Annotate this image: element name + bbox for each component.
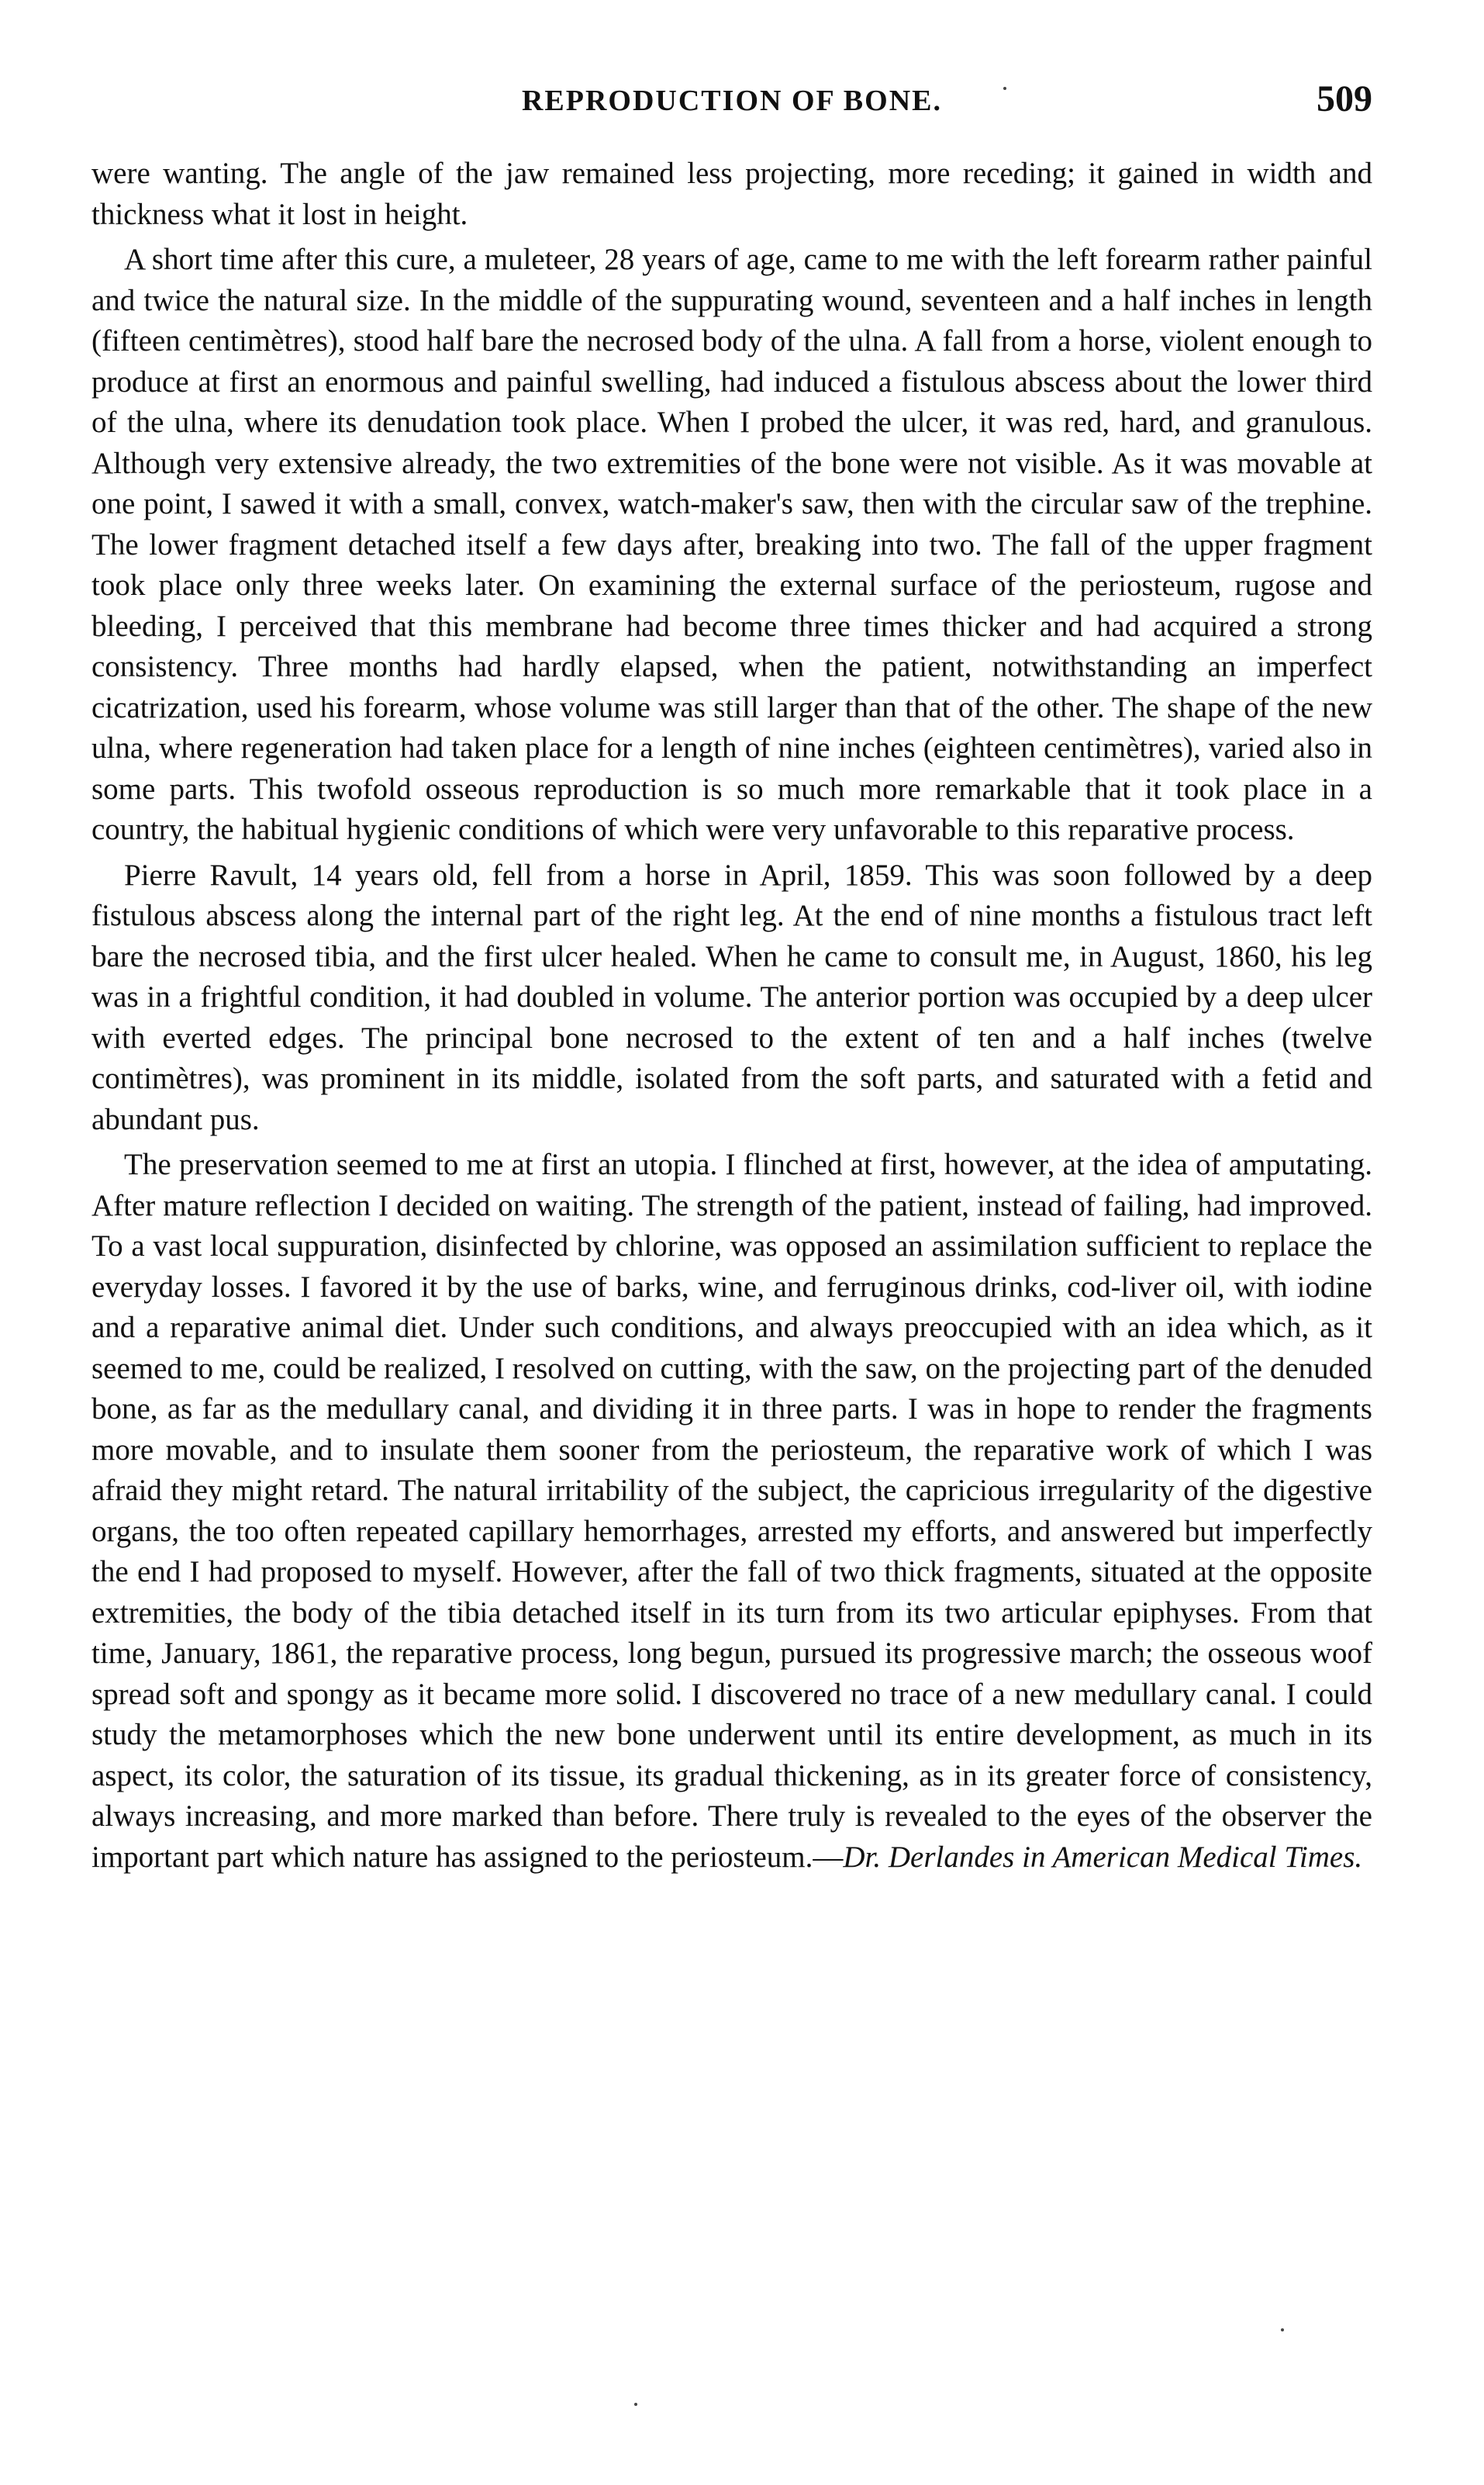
paragraph-preservation-text: The preservation seemed to me at first an utopia. I flinched at first, however, at the idea of amputating. After mature reflection I decided on waiting. The strength of the patient, instead of failing, had improved. To a vast local suppuration, disinfected by chlorine, was opposed an assimilation sufficient to replace the everyday losses. I favored it by the use of barks, wine, and ferruginous drinks, cod-liver oil, with iodine and a reparative animal diet. Under such conditions, and always preoccupied with an idea which, as it seemed to me, could be realized, I resolved on cutting, with the saw, on the projecting part of the denuded bone, as far as the medullary canal, and dividing it in three parts. I was in hope to render the fragments more movable, and to insulate them sooner from the periosteum, the reparative work of which I was afraid they might retard. The natural irritability of the subject, the capricious irregularity of the digestive organs, the too often repeated capillary hemorrhages, arrested my efforts, and answered but imperfectly the end I had proposed to myself. However, after the fall of two thick fragments, situated at the opposite extremities, the body of the tibia detached itself in its turn from its two articular epiphyses. From that time, January, 1861, the reparative process, long begun, pursued its progressive march; the osseous woof spread soft and spongy as it became more solid. I discovered no trace of a new medullary canal. I could study the metamorphoses which the new bone underwent until its entire development, as much in its aspect, its color, the saturation of its tissue, its gradual thickening, as in its greater force of consistency, always increasing, and more marked than before. There truly is revealed to the eyes of the observer the important part which nature has assigned to the periosteum.— — [91, 1148, 1372, 1874]
paragraph-continuation: were wanting. The angle of the jaw remained less projecting, more receding; it gained in width and thickness what it lost in height. — [91, 157, 1372, 231]
running-title: REPRODUCTION OF BONE. — [521, 85, 942, 117]
paragraph-ravult-case: Pierre Ravult, 14 years old, fell from a horse in April, 1859. This was soon followed by a deep fistulous abscess along the internal part of the right leg. At the end of nine months a fistulous tract left bare the necrosed tibia, and the first ulcer healed. When he came to consult me, in August, 1860, his leg was in a frightful condition, it had doubled in volume. The anterior portion was occupied by a deep ulcer with everted edges. The principal bone necrosed to the extent of ten and a half inches (twelve contimètres), was prominent in its middle, isolated from the soft parts, and saturated with a fetid and abundant pus. — [91, 858, 1372, 1136]
page-number: 509 — [1317, 78, 1372, 119]
source-citation: Dr. Derlandes in American Medical Times. — [843, 1840, 1363, 1874]
page-speck — [1003, 87, 1006, 90]
body-text — [91, 154, 1372, 1878]
paragraph-preservation — [91, 1145, 1372, 1878]
page-speck — [1281, 2328, 1284, 2331]
book-page — [91, 78, 1372, 1882]
running-head — [91, 78, 1372, 127]
paragraph-muleteer-case: A short time after this cure, a muleteer, 28 years of age, came to me with the left forearm rather painful and twice the natural size. In the middle of the suppurating wound, seventeen and a half inches in length (fifteen centimètres), stood half bare the necrosed body of the ulna. A fall from a horse, violent enough to produce at first an enormous and painful swelling, had induced a fistulous abscess about the lower third of the ulna, where its denudation took place. When I probed the ulcer, it was red, hard, and granulous. Although very extensive already, the two extremities of the bone were not visible. As it was movable at one point, I sawed it with a small, convex, watch-maker's saw, then with the circular saw of the trephine. The lower fragment detached itself a few days after, breaking into two. The fall of the upper fragment took place only three weeks later. On examining the external surface of the periosteum, rugose and bleeding, I perceived that this membrane had become three times thicker and had acquired a strong consistency. Three months had hardly elapsed, when the patient, notwithstanding an imperfect cicatrization, used his forearm, whose volume was still larger than that of the other. The shape of the new ulna, where regeneration had taken place for a length of nine inches (eighteen centimètres), varied also in some parts. This twofold osseous reproduction is so much more remarkable that it took place in a country, the habitual hygienic conditions of which were very unfavorable to this reparative process. — [91, 243, 1372, 846]
page-speck — [634, 2403, 637, 2406]
